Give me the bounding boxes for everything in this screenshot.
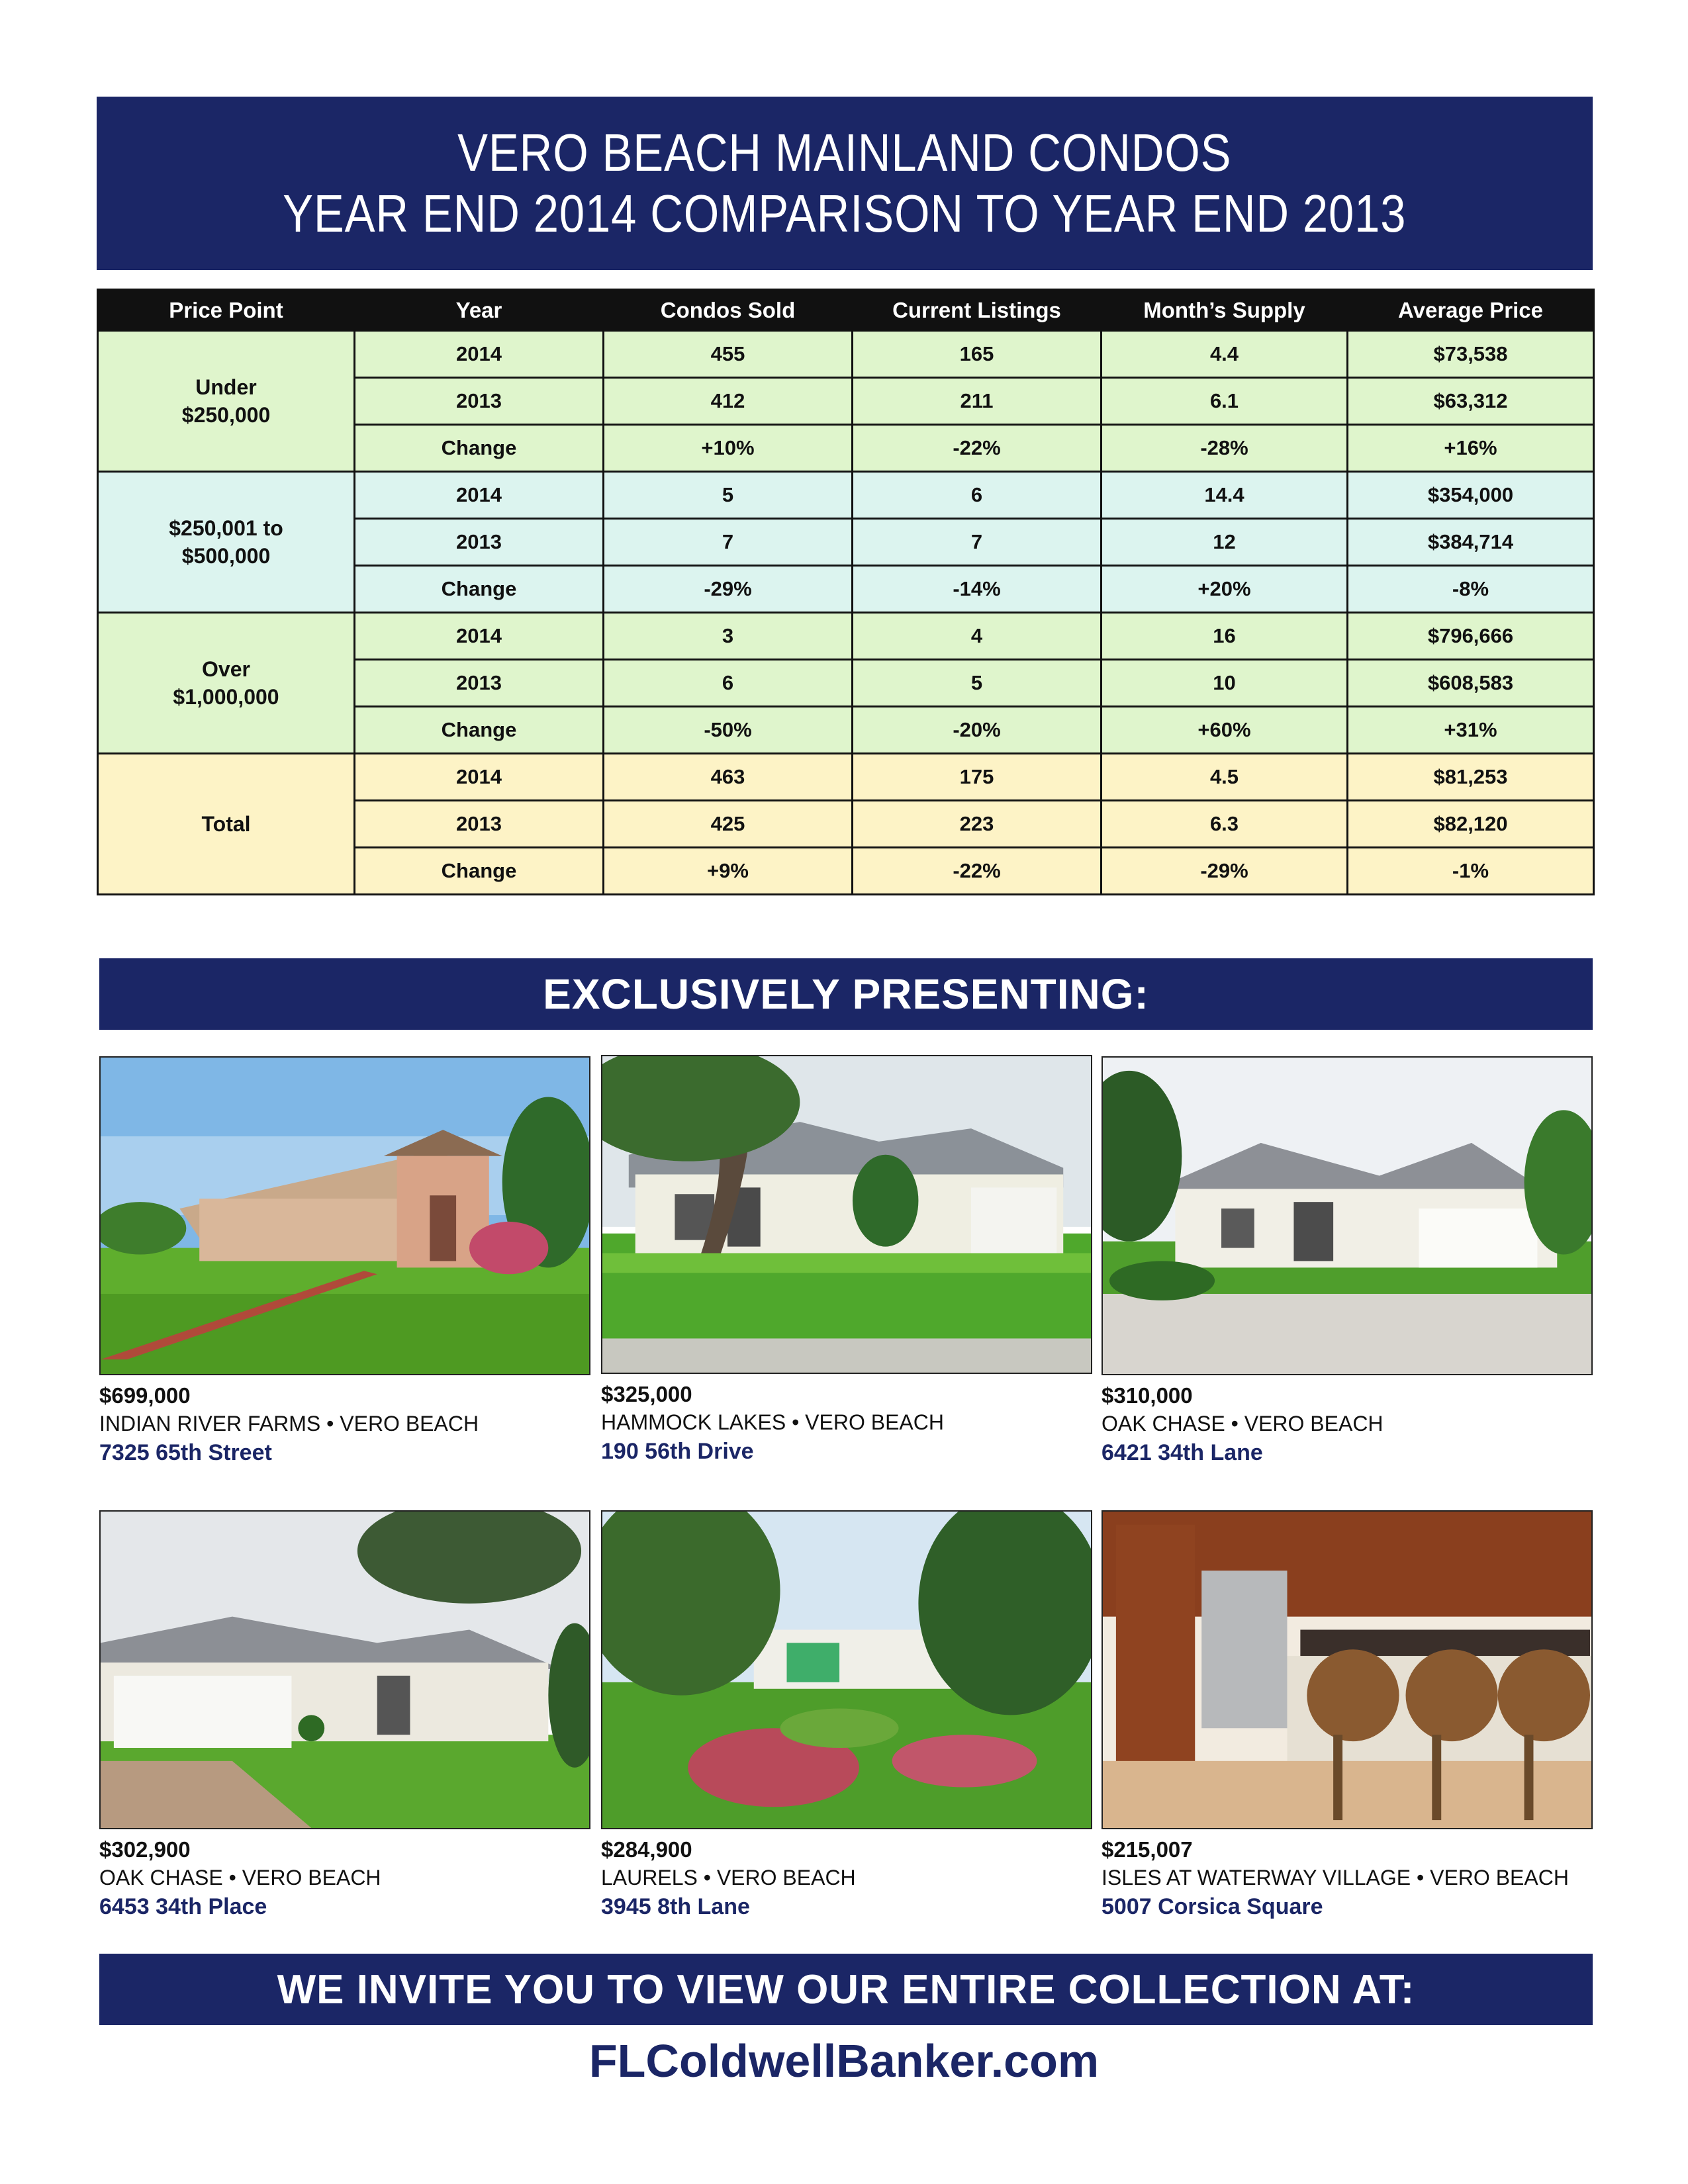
table-cell: 7 [853, 519, 1102, 566]
group-total [98, 754, 1594, 895]
listing-address[interactable]: 6453 34th Place [99, 1894, 267, 1919]
listing-community: OAK CHASE • VERO BEACH [1102, 1412, 1383, 1435]
house-photo[interactable] [99, 1510, 590, 1829]
table-cell: $608,583 [1348, 660, 1594, 707]
table-cell: -20% [853, 707, 1102, 754]
price-point-label: Total [201, 812, 251, 836]
price-point-cell [98, 613, 355, 754]
table-cell: $796,666 [1348, 613, 1594, 660]
house-photo[interactable] [99, 1056, 590, 1375]
condo-stats-table [97, 289, 1595, 895]
table-row [98, 613, 1594, 660]
table-cell: 16 [1102, 613, 1348, 660]
listing-community: ISLES AT WATERWAY VILLAGE • VERO BEACH [1102, 1866, 1569, 1889]
table-cell: 2013 [355, 660, 604, 707]
table-cell: 2013 [355, 801, 604, 848]
table-cell: -22% [853, 425, 1102, 472]
website-link[interactable]: FLColdwellBanker.com [588, 2035, 1100, 2087]
table-cell: 463 [604, 754, 853, 801]
table-cell: 5 [853, 660, 1102, 707]
title-banner [97, 97, 1593, 270]
house-photo[interactable] [1102, 1056, 1593, 1375]
table-cell: $384,714 [1348, 519, 1594, 566]
price-point-cell [98, 754, 355, 895]
header-condos-sold: Condos Sold [604, 290, 853, 331]
price-point-label: $1,000,000 [173, 685, 279, 709]
table-cell: Change [355, 707, 604, 754]
listing-address[interactable]: 190 56th Drive [601, 1439, 754, 1464]
listing-community: OAK CHASE • VERO BEACH [99, 1866, 381, 1889]
table-cell: 425 [604, 801, 853, 848]
price-point-label: Under [195, 375, 257, 399]
invite-banner: WE INVITE YOU TO VIEW OUR ENTIRE COLLECTION AT: [99, 1954, 1593, 2025]
title-line-1: VERO BEACH MAINLAND CONDOS [457, 123, 1232, 182]
table-cell: 10 [1102, 660, 1348, 707]
table-cell: 211 [853, 378, 1102, 425]
listing-card[interactable] [1102, 1056, 1593, 1468]
listing-community: INDIAN RIVER FARMS • VERO BEACH [99, 1412, 479, 1435]
listing-community: LAURELS • VERO BEACH [601, 1866, 856, 1889]
table-cell: 2014 [355, 754, 604, 801]
price-point-label: $500,000 [181, 544, 271, 568]
kitchen-photo[interactable] [1102, 1510, 1593, 1829]
header-months-supply: Month’s Supply [1102, 290, 1348, 331]
table-cell: +60% [1102, 707, 1348, 754]
table-cell: 12 [1102, 519, 1348, 566]
table-cell: 6 [604, 660, 853, 707]
table-cell: Change [355, 425, 604, 472]
listing-price: $310,000 [1102, 1383, 1193, 1408]
title-line-2: YEAR END 2014 COMPARISON TO YEAR END 2013 [283, 184, 1407, 243]
listing-card[interactable] [1102, 1510, 1593, 1922]
table-cell: 6.1 [1102, 378, 1348, 425]
group-250k-500k [98, 472, 1594, 613]
listing-card[interactable] [601, 1510, 1092, 1922]
listing-address[interactable]: 7325 65th Street [99, 1440, 272, 1465]
listing-community: HAMMOCK LAKES • VERO BEACH [601, 1410, 944, 1434]
group-over-1m [98, 613, 1594, 754]
price-point-label: $250,001 to [169, 516, 283, 540]
table-cell: -8% [1348, 566, 1594, 613]
listing-card[interactable] [601, 1055, 1092, 1467]
table-cell: +9% [604, 848, 853, 895]
table-cell: -29% [1102, 848, 1348, 895]
table-cell: Change [355, 566, 604, 613]
table-cell: 14.4 [1102, 472, 1348, 519]
listing-price: $215,007 [1102, 1837, 1193, 1862]
table-cell: 5 [604, 472, 853, 519]
table-cell: Change [355, 848, 604, 895]
table-cell: $82,120 [1348, 801, 1594, 848]
table-cell: 7 [604, 519, 853, 566]
table-cell: 4.4 [1102, 331, 1348, 378]
listing-price: $699,000 [99, 1383, 191, 1408]
table-cell: 2013 [355, 378, 604, 425]
table-cell: $81,253 [1348, 754, 1594, 801]
exclusively-presenting-banner: EXCLUSIVELY PRESENTING: [99, 958, 1593, 1030]
table-cell: 2013 [355, 519, 604, 566]
listing-price: $284,900 [601, 1837, 692, 1862]
group-under-250k [98, 331, 1594, 472]
table-cell: 175 [853, 754, 1102, 801]
price-point-label: Over [202, 657, 250, 681]
table-cell: 6 [853, 472, 1102, 519]
table-cell: 4 [853, 613, 1102, 660]
table-cell: -14% [853, 566, 1102, 613]
table-cell: -50% [604, 707, 853, 754]
table-header-row [98, 290, 1594, 331]
table-cell: 455 [604, 331, 853, 378]
house-photo[interactable] [601, 1510, 1092, 1829]
table-cell: 2014 [355, 331, 604, 378]
table-cell: 412 [604, 378, 853, 425]
table-cell: +31% [1348, 707, 1594, 754]
header-price-point: Price Point [98, 290, 355, 331]
listing-address[interactable]: 3945 8th Lane [601, 1894, 750, 1919]
price-point-cell [98, 472, 355, 613]
table-cell: 2014 [355, 613, 604, 660]
listing-address[interactable]: 5007 Corsica Square [1102, 1894, 1323, 1919]
table-cell: -22% [853, 848, 1102, 895]
price-point-label: $250,000 [181, 403, 271, 427]
table-cell: 3 [604, 613, 853, 660]
table-cell: $63,312 [1348, 378, 1594, 425]
table-cell: +10% [604, 425, 853, 472]
table-row [98, 331, 1594, 378]
table-cell: 4.5 [1102, 754, 1348, 801]
table-cell: +20% [1102, 566, 1348, 613]
listing-price: $302,900 [99, 1837, 191, 1862]
table-cell: -29% [604, 566, 853, 613]
listing-price: $325,000 [601, 1382, 692, 1406]
table-cell: -1% [1348, 848, 1594, 895]
table-cell: $354,000 [1348, 472, 1594, 519]
price-point-cell [98, 331, 355, 472]
house-photo[interactable] [601, 1055, 1092, 1374]
table-cell: 2014 [355, 472, 604, 519]
header-year: Year [355, 290, 604, 331]
listing-address[interactable]: 6421 34th Lane [1102, 1440, 1263, 1465]
table-cell: 165 [853, 331, 1102, 378]
table-cell: -28% [1102, 425, 1348, 472]
table-row [98, 754, 1594, 801]
header-average-price: Average Price [1348, 290, 1594, 331]
listing-card[interactable] [99, 1510, 590, 1922]
table-cell: 223 [853, 801, 1102, 848]
listing-card[interactable] [99, 1056, 590, 1468]
table-row [98, 472, 1594, 519]
table-cell: +16% [1348, 425, 1594, 472]
header-current-listings: Current Listings [853, 290, 1102, 331]
table-cell: 6.3 [1102, 801, 1348, 848]
table-cell: $73,538 [1348, 331, 1594, 378]
